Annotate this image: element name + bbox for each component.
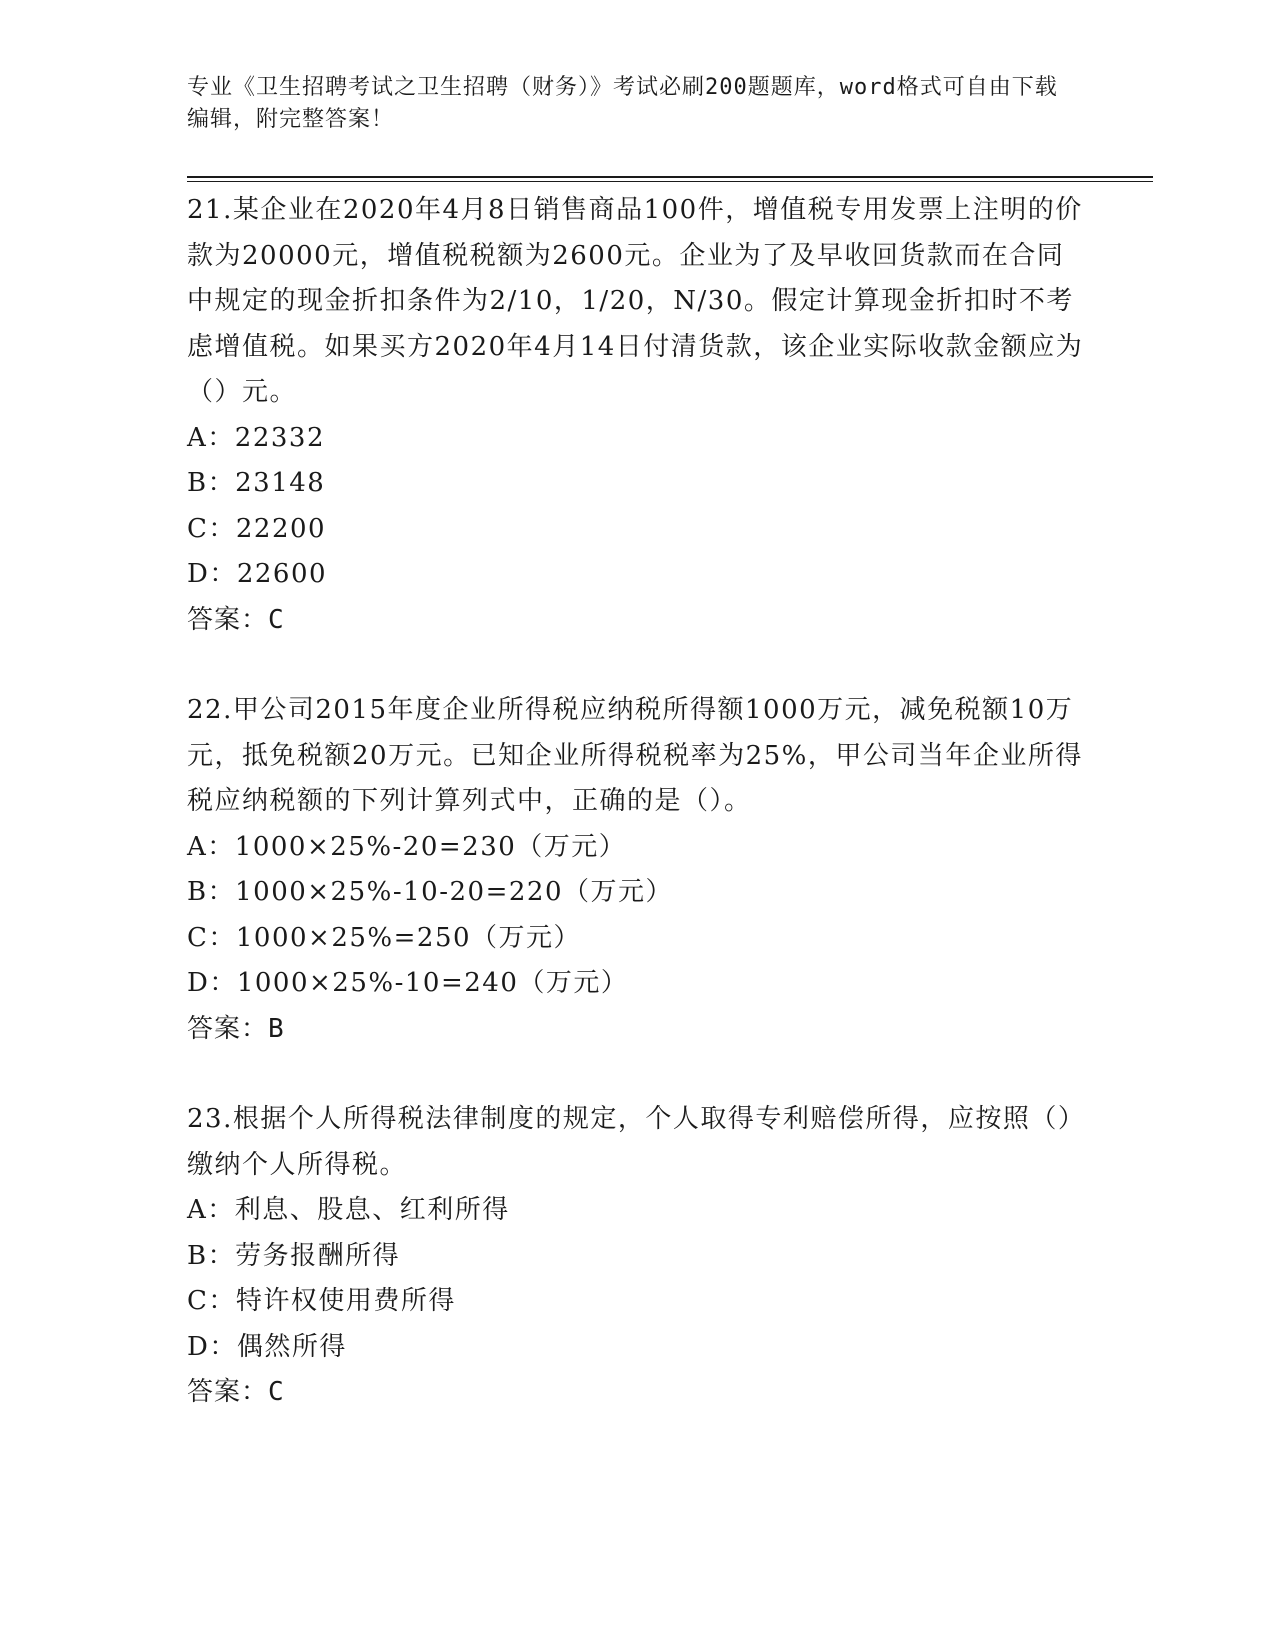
question-stem: 22.甲公司2015年度企业所得税应纳税所得额1000万元，减免税额10万元，抵免税额20万元。已知企业所得税税率为25%，甲公司当年企业所得税应纳税额的下列计算列式中，正确的是（）。 bbox=[187, 695, 1083, 816]
header-divider-thin bbox=[187, 181, 1153, 182]
option-d: D：1000×25%-10=240（万元） bbox=[187, 968, 629, 998]
header-divider-thick bbox=[187, 176, 1153, 178]
document-header: 专业《卫生招聘考试之卫生招聘（财务）》考试必刷200题题库，word格式可自由下载编辑，附完整答案！ bbox=[187, 75, 1058, 132]
question-22 bbox=[187, 688, 1087, 1052]
option-b: B：23148 bbox=[187, 468, 326, 498]
option-a: A：1000×25%-20=230（万元） bbox=[187, 831, 627, 862]
option-a: A：利息、股息、红利所得 bbox=[187, 1195, 510, 1225]
answer-line: 答案：B bbox=[187, 1013, 285, 1044]
option-c: C：1000×25%=250（万元） bbox=[187, 922, 582, 953]
question-21 bbox=[187, 188, 1087, 643]
option-b: B：1000×25%-10-20=220（万元） bbox=[187, 877, 673, 907]
question-23 bbox=[187, 1097, 1087, 1416]
option-a: A：22332 bbox=[187, 422, 325, 453]
option-c: C：特许权使用费所得 bbox=[187, 1286, 456, 1316]
option-b: B：劳务报酬所得 bbox=[187, 1240, 401, 1271]
option-d: D：偶然所得 bbox=[187, 1331, 347, 1362]
answer-line: 答案：C bbox=[187, 1377, 285, 1407]
question-stem: 21.某企业在2020年4月8日销售商品100件，增值税专用发票上注明的价款为20000元，增值税税额为2600元。企业为了及早收回货款而在合同中规定的现金折扣条件为2/10，1/20，N/30。假定计算现金折扣时不考虑增值税。如果买方2020年4月14日付清货款，该企业实际收款金额应为（）元。 bbox=[187, 195, 1084, 407]
question-stem: 23.根据个人所得税法律制度的规定，个人取得专利赔偿所得，应按照（）缴纳个人所得税。 bbox=[187, 1104, 1086, 1180]
answer-line: 答案：C bbox=[187, 604, 285, 635]
option-d: D：22600 bbox=[187, 559, 328, 589]
option-c: C：22200 bbox=[187, 513, 327, 544]
